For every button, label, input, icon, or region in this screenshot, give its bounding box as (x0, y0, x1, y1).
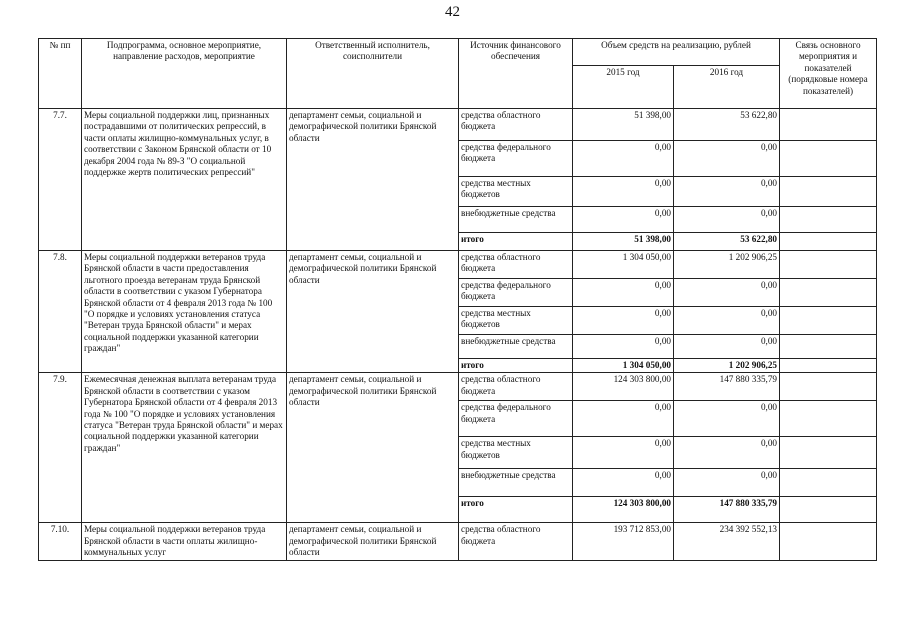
link-cell (780, 233, 877, 251)
program-cell: Меры социальной поддержки ветеранов труда Брянской области в части оплаты жилищно-коммунальных услуг (82, 523, 287, 560)
value-2016-cell: 0,00 (674, 279, 780, 307)
value-2016-cell: 0,00 (674, 141, 780, 177)
source-cell: средства областного бюджета (459, 251, 573, 279)
col-link-header: Связь основного мероприятия и показателей (порядковые номера показателей) (780, 39, 877, 109)
table-row (39, 251, 877, 279)
budget-table (38, 38, 877, 561)
source-cell: средства областного бюджета (459, 373, 573, 401)
value-2016-cell: 0,00 (674, 437, 780, 469)
row-number: 7.10. (39, 523, 82, 560)
source-cell: внебюджетные средства (459, 469, 573, 497)
link-cell (780, 469, 877, 497)
source-cell: внебюджетные средства (459, 335, 573, 359)
link-cell (780, 251, 877, 279)
table-body (39, 109, 877, 561)
table-header (39, 39, 877, 109)
value-2015-cell: 0,00 (573, 335, 674, 359)
value-2016-cell: 1 202 906,25 (674, 251, 780, 279)
link-cell (780, 335, 877, 359)
program-cell: Меры социальной поддержки ветеранов труда Брянской области в части предоставления льготного проезда ветеранам труда Брянской области в соответствии с указом Губернатора Брянской области от 4 февраля 2013 года № 100 "О порядке и условиях установления статуса "Ветеран труда Брянской области" и мерах социальной поддержки указанной категории граждан" (82, 251, 287, 373)
value-2015-cell: 0,00 (573, 437, 674, 469)
value-2016-cell: 0,00 (674, 469, 780, 497)
value-2016-cell: 53 622,80 (674, 233, 780, 251)
value-2016-cell: 1 202 906,25 (674, 359, 780, 373)
program-cell: Меры социальной поддержки лиц, признанных пострадавшими от политических репрессий, в части оплаты жилищно-коммунальных услуг, в соответствии с Законом Брянской области от 10 декабря 2004 года № 89-З "О социальной поддержке жертв политических репрессий" (82, 109, 287, 251)
table-row (39, 109, 877, 141)
col-volume-header: Объем средств на реализацию, рублей (573, 39, 780, 66)
link-cell (780, 307, 877, 335)
link-cell (780, 109, 877, 141)
col-num-header: № пп (39, 39, 82, 109)
value-2015-cell: 1 304 050,00 (573, 359, 674, 373)
link-cell (780, 437, 877, 469)
value-2016-cell: 234 392 552,13 (674, 523, 780, 560)
table-row (39, 523, 877, 560)
source-cell: итого (459, 497, 573, 523)
page-number: 42 (445, 4, 460, 20)
source-cell: итого (459, 359, 573, 373)
link-cell (780, 359, 877, 373)
executor-cell: департамент семьи, социальной и демографической политики Брянской области (287, 523, 459, 560)
link-cell (780, 207, 877, 233)
source-cell: средства федерального бюджета (459, 279, 573, 307)
row-number: 7.8. (39, 251, 82, 373)
value-2015-cell: 0,00 (573, 469, 674, 497)
value-2016-cell: 0,00 (674, 335, 780, 359)
source-cell: средства федерального бюджета (459, 141, 573, 177)
link-cell (780, 177, 877, 207)
link-cell (780, 279, 877, 307)
value-2016-cell: 0,00 (674, 177, 780, 207)
value-2015-cell: 0,00 (573, 141, 674, 177)
executor-cell: департамент семьи, социальной и демографической политики Брянской области (287, 109, 459, 251)
value-2016-cell: 0,00 (674, 401, 780, 437)
value-2015-cell: 193 712 853,00 (573, 523, 674, 560)
link-cell (780, 401, 877, 437)
value-2016-cell: 0,00 (674, 207, 780, 233)
value-2015-cell: 0,00 (573, 307, 674, 335)
link-cell (780, 497, 877, 523)
value-2015-cell: 51 398,00 (573, 109, 674, 141)
source-cell: средства местных бюджетов (459, 437, 573, 469)
row-number: 7.7. (39, 109, 82, 251)
program-cell: Ежемесячная денежная выплата ветеранам труда Брянской области в соответствии с указом Губернатора Брянской области от 4 февраля 2013 года № 100 "О порядке и условиях установления статуса "Ветеран труда Брянской области" и мерах социальной поддержки указанной категории граждан" (82, 373, 287, 523)
value-2015-cell: 0,00 (573, 279, 674, 307)
source-cell: средства федерального бюджета (459, 401, 573, 437)
col-executor-header: Ответственный исполнитель, соисполнители (287, 39, 459, 109)
value-2015-cell: 0,00 (573, 207, 674, 233)
source-cell: внебюджетные средства (459, 207, 573, 233)
col-program-header: Подпрограмма, основное мероприятие, направление расходов, мероприятие (82, 39, 287, 109)
source-cell: средства областного бюджета (459, 109, 573, 141)
value-2015-cell: 1 304 050,00 (573, 251, 674, 279)
col-year-2015-header: 2015 год (573, 66, 674, 109)
source-cell: средства местных бюджетов (459, 307, 573, 335)
link-cell (780, 373, 877, 401)
value-2015-cell: 124 303 800,00 (573, 373, 674, 401)
row-number: 7.9. (39, 373, 82, 523)
executor-cell: департамент семьи, социальной и демографической политики Брянской области (287, 373, 459, 523)
value-2016-cell: 0,00 (674, 307, 780, 335)
value-2016-cell: 147 880 335,79 (674, 373, 780, 401)
col-source-header: Источник финансового обеспечения (459, 39, 573, 109)
link-cell (780, 141, 877, 177)
value-2015-cell: 51 398,00 (573, 233, 674, 251)
value-2015-cell: 0,00 (573, 401, 674, 437)
value-2015-cell: 0,00 (573, 177, 674, 207)
link-cell (780, 523, 877, 560)
executor-cell: департамент семьи, социальной и демографической политики Брянской области (287, 251, 459, 373)
value-2015-cell: 124 303 800,00 (573, 497, 674, 523)
source-cell: средства областного бюджета (459, 523, 573, 560)
table-row (39, 373, 877, 401)
col-year-2016-header: 2016 год (674, 66, 780, 109)
value-2016-cell: 147 880 335,79 (674, 497, 780, 523)
source-cell: итого (459, 233, 573, 251)
value-2016-cell: 53 622,80 (674, 109, 780, 141)
source-cell: средства местных бюджетов (459, 177, 573, 207)
